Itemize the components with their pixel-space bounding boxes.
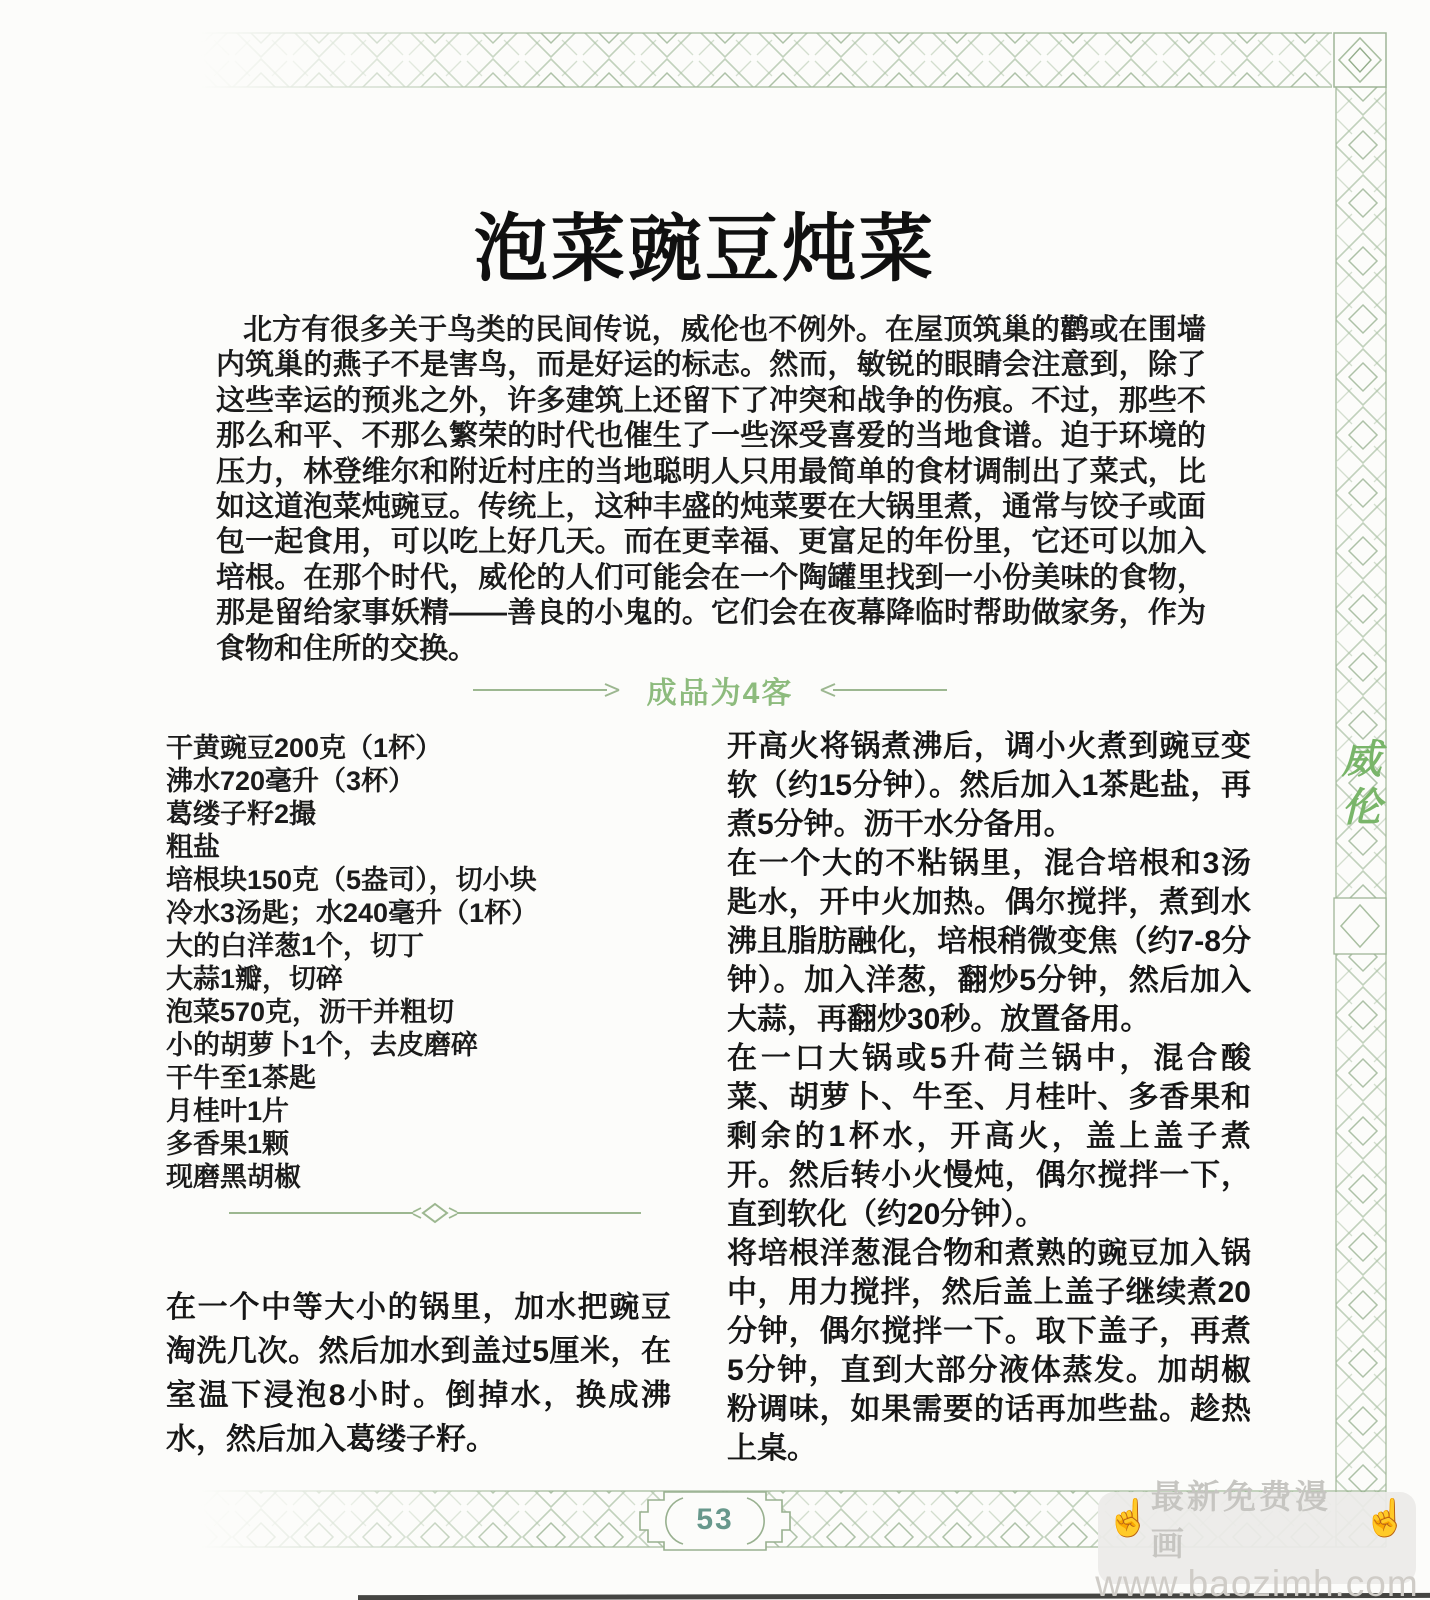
ingredient-item: 大的白洋葱1个，切丁 <box>166 931 425 961</box>
instructions-column <box>727 727 1251 1468</box>
ingredient-item: 冷水3汤匙；水240毫升（1杯） <box>166 898 539 928</box>
diamond-divider-icon <box>225 1200 645 1224</box>
ingredient-item: 现磨黑胡椒 <box>166 1162 301 1192</box>
servings-divider <box>430 668 990 712</box>
site-watermark <box>1095 1478 1419 1600</box>
ingredient-item: 小的胡萝卜1个，去皮磨碎 <box>166 1030 479 1060</box>
recipe-intro-paragraph: 北方有很多关于鸟类的民间传说，威伦也不例外。在屋顶筑巢的鹳或在围墙内筑巢的燕子不是害鸟，而是好运的标志。然而，敏锐的眼睛会注意到，除了这些幸运的预兆之外，许多建筑上还留下了冲突和战争的伤痕。不过，那些不那么和平、不那么繁荣的时代也催生了一些深受喜爱的当地食谱。迫于环境的压力，林登维尔和附近村庄的当地聪明人只用最简单的食材调制出了菜式，比如这道泡菜炖豌豆。传统上，这种丰盛的炖菜要在大锅里煮，通常与饺子或面包一起食用，可以吃上好几天。而在更幸福、更富足的年份里，它还可以加入培根。在那个时代，威伦的人们可能会在一个陶罐里找到一小份美味的食物，那是留给家事妖精——善良的小鬼的。它们会在夜幕降临时帮助做家务，作为食物和住所的交换。 <box>216 314 1206 665</box>
ingredient-item: 培根块150克（5盎司），切小块 <box>166 865 537 895</box>
ingredient-item: 大蒜1瓣，切碎 <box>166 964 344 994</box>
step-paragraph: 开高火将锅煮沸后，调小火煮到豌豆变软（约15分钟）。然后加入1茶匙盐，再煮5分钟。沥干水分备用。 <box>727 730 1251 841</box>
ingredients-list <box>166 732 691 1194</box>
ingredient-item: 粗盐 <box>166 832 220 862</box>
watermark-banner-row <box>1098 1471 1416 1565</box>
chapter-side-label: 威伦 <box>1336 738 1380 834</box>
ingredient-item: 沸水720毫升（3杯） <box>166 766 416 796</box>
watermark-banner-text: 最新免费漫画 <box>1150 1478 1331 1562</box>
ingredient-item: 月桂叶1片 <box>166 1096 290 1126</box>
step-paragraph: 在一个大的不粘锅里，混合培根和3汤匙水，开中火加热。偶尔搅拌，煮到水沸且脂肪融化，培根稍微变焦（约7-8分钟）。加入洋葱，翻炒5分钟，然后加入大蒜，再翻炒30秒。放置备用。 <box>727 847 1251 1036</box>
servings-label: 成品为4客 <box>646 677 794 710</box>
ingredient-item: 泡菜570克，沥干并粗切 <box>166 997 455 1027</box>
step-paragraph: 将培根洋葱混合物和煮熟的豌豆加入锅中，用力搅拌，然后盖上盖子继续煮20分钟，偶尔搅拌一下。取下盖子，再煮5分钟，直到大部分液体蒸发。加胡椒粉调味，如果需要的话再加些盐。趁热上桌。 <box>727 1237 1251 1465</box>
step-paragraph: 在一口大锅或5升荷兰锅中，混合酸菜、胡萝卜、牛至、月桂叶、多香果和剩余的1杯水，开高火，盖上盖子煮开。然后转小火慢炖，偶尔搅拌一下，直到软化（约20分钟）。 <box>727 1042 1251 1231</box>
ingredient-item: 干黄豌豆200克（1杯） <box>166 733 443 763</box>
watermark-site-url: www.baozimh.com <box>1095 1563 1419 1600</box>
divider-arrow-right-icon <box>819 681 949 699</box>
page-number: 53 <box>696 1503 734 1536</box>
ingredient-item: 干牛至1茶匙 <box>166 1063 317 1093</box>
pointing-up-hand-icon: ☝ <box>1363 1497 1408 1538</box>
ingredient-item: 葛缕子籽2撮 <box>166 799 317 829</box>
pointing-up-hand-icon: ☝ <box>1106 1497 1151 1538</box>
divider-arrow-left-icon <box>471 681 621 699</box>
recipe-title: 泡菜豌豆炖菜 <box>474 206 936 290</box>
ingredient-item: 多香果1颗 <box>166 1129 290 1159</box>
prep-paragraph: 在一个中等大小的锅里，加水把豌豆淘洗几次。然后加水到盖过5厘米，在室温下浸泡8小时。倒掉水，换成沸水，然后加入葛缕子籽。 <box>166 1291 671 1456</box>
